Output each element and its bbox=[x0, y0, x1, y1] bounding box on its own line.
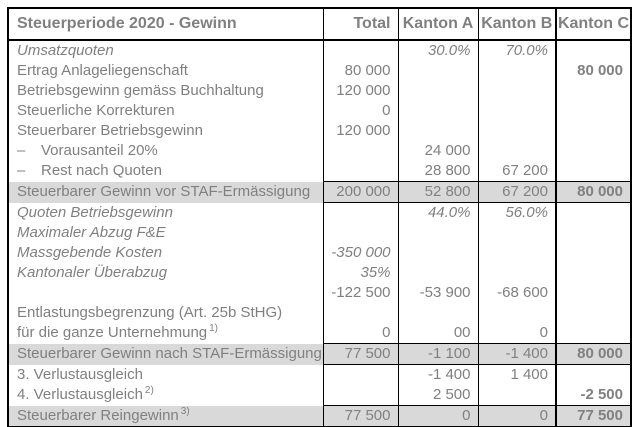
row-label bbox=[8, 365, 323, 386]
row-label bbox=[8, 40, 323, 61]
cell-total: 120 000 bbox=[323, 81, 398, 101]
row-label-text: Rest nach Quoten bbox=[41, 162, 162, 180]
header-col-kanton-a: Kanton A bbox=[398, 8, 478, 40]
dash-prefix: – bbox=[17, 162, 26, 180]
cell-total bbox=[323, 385, 398, 406]
cell-kanton-c bbox=[556, 81, 631, 101]
cell-kanton-a: -1 100 bbox=[398, 344, 478, 365]
cell-kanton-b bbox=[478, 121, 556, 141]
cell-kanton-a: 0 bbox=[398, 406, 478, 427]
table-row bbox=[8, 344, 631, 365]
dash-prefix: – bbox=[17, 142, 26, 159]
cell-kanton-b bbox=[478, 141, 556, 161]
tax-profit-table bbox=[7, 7, 632, 427]
row-label-text: Steuerbarer Gewinn nach STAF-Ermässigung bbox=[17, 345, 322, 362]
row-label-text: Umsatzquoten bbox=[17, 42, 114, 59]
cell-total bbox=[323, 161, 398, 182]
row-label-text: Steuerbarer Reingewinn bbox=[17, 406, 179, 424]
cell-total bbox=[323, 365, 398, 386]
row-label-text: Ertrag Anlageliegenschaft bbox=[17, 62, 188, 79]
cell-kanton-c bbox=[556, 101, 631, 121]
cell-kanton-c bbox=[556, 161, 631, 182]
cell-kanton-a bbox=[398, 61, 478, 81]
header-title: Steuerperiode 2020 - Gewinn bbox=[8, 8, 323, 40]
cell-kanton-c: 80 000 bbox=[577, 62, 623, 79]
table-row bbox=[8, 101, 631, 121]
cell-kanton-a bbox=[398, 101, 478, 121]
row-label bbox=[8, 161, 323, 182]
header-row bbox=[8, 8, 631, 40]
cell-kanton-c bbox=[556, 303, 631, 323]
row-label bbox=[8, 243, 323, 263]
table-body bbox=[8, 40, 631, 427]
cell-kanton-c bbox=[556, 40, 631, 61]
cell-kanton-b: -68 600 bbox=[478, 283, 556, 303]
cell-total: 77 500 bbox=[323, 406, 398, 427]
row-label-text: Maximaler Abzug F&E bbox=[17, 224, 166, 241]
cell-total bbox=[323, 303, 398, 323]
cell-kanton-b: 67 200 bbox=[478, 161, 556, 182]
cell-kanton-b: 1 400 bbox=[478, 365, 556, 386]
header-col-kanton-c: Kanton C bbox=[556, 8, 631, 40]
cell-kanton-a bbox=[398, 223, 478, 243]
cell-total: 200 000 bbox=[323, 182, 398, 203]
row-label-text: für die ganze Unternehmung bbox=[17, 324, 208, 342]
cell-kanton-b bbox=[478, 223, 556, 243]
table-row bbox=[8, 223, 631, 243]
table-row bbox=[8, 406, 631, 427]
row-label bbox=[8, 283, 323, 303]
cell-kanton-c: 77 500 bbox=[556, 406, 631, 427]
cell-kanton-b bbox=[478, 81, 556, 101]
cell-total: 80 000 bbox=[323, 61, 398, 81]
cell-kanton-c: -2 500 bbox=[580, 386, 623, 403]
cell-total bbox=[323, 141, 398, 161]
cell-kanton-a: 30.0% bbox=[398, 40, 478, 61]
cell-kanton-a: 00 bbox=[398, 323, 478, 344]
row-label-text: Quoten Betriebsgewinn bbox=[17, 203, 173, 221]
cell-kanton-a bbox=[398, 243, 478, 263]
cell-kanton-a bbox=[398, 121, 478, 141]
row-label-text: Steuerliche Korrekturen bbox=[17, 102, 175, 119]
cell-total: -122 500 bbox=[323, 283, 398, 303]
row-label-text: Massgebende Kosten bbox=[17, 244, 163, 261]
table-row bbox=[8, 61, 631, 81]
row-label bbox=[8, 323, 323, 344]
cell-kanton-c bbox=[556, 263, 631, 283]
cell-kanton-b bbox=[478, 243, 556, 263]
cell-total: 120 000 bbox=[323, 121, 398, 141]
cell-kanton-b bbox=[478, 101, 556, 121]
cell-kanton-a bbox=[398, 263, 478, 283]
row-label bbox=[8, 406, 323, 427]
cell-kanton-b bbox=[478, 61, 556, 81]
footnote-marker: 2) bbox=[144, 385, 154, 397]
cell-kanton-a: 24 000 bbox=[398, 141, 478, 161]
row-label-text: Kantonaler Überabzug bbox=[17, 264, 168, 281]
cell-kanton-c: 80 000 bbox=[556, 344, 631, 365]
row-label bbox=[8, 121, 323, 141]
cell-kanton-c: 80 000 bbox=[556, 182, 631, 203]
cell-total: 0 bbox=[323, 101, 398, 121]
cell-kanton-b bbox=[478, 385, 556, 406]
cell-total: 77 500 bbox=[323, 344, 398, 365]
cell-kanton-c bbox=[556, 243, 631, 263]
cell-kanton-b: 70.0% bbox=[478, 40, 556, 61]
row-label bbox=[8, 182, 323, 203]
row-label-text: Entlastungsbegrenzung (Art. 25b StHG) bbox=[17, 304, 283, 321]
row-label bbox=[8, 223, 323, 243]
table-row bbox=[8, 203, 631, 224]
cell-kanton-b: 0 bbox=[478, 323, 556, 344]
row-label-text: 4. Verlustausgleich bbox=[17, 386, 143, 404]
cell-total bbox=[323, 203, 398, 224]
cell-kanton-b: 56.0% bbox=[478, 203, 556, 224]
row-label bbox=[8, 81, 323, 101]
cell-kanton-b: 0 bbox=[478, 406, 556, 427]
row-label-text: Betriebsgewinn gemäss Buchhaltung bbox=[17, 82, 264, 99]
row-label-text: Steuerbarer Betriebsgewinn bbox=[17, 122, 203, 139]
cell-kanton-c bbox=[556, 283, 631, 303]
cell-kanton-b: 67 200 bbox=[478, 182, 556, 203]
row-label-text: Vorausanteil 20% bbox=[41, 142, 158, 159]
table-row bbox=[8, 161, 631, 182]
cell-kanton-b bbox=[478, 303, 556, 323]
table-row bbox=[8, 303, 631, 323]
table-row bbox=[8, 263, 631, 283]
cell-kanton-c bbox=[556, 365, 631, 386]
table-row bbox=[8, 141, 631, 161]
table-row bbox=[8, 385, 631, 406]
row-label bbox=[8, 385, 323, 406]
row-label bbox=[8, 344, 323, 365]
cell-kanton-a: 2 500 bbox=[398, 385, 478, 406]
row-label bbox=[8, 141, 323, 161]
table-row bbox=[8, 121, 631, 141]
table-row bbox=[8, 283, 631, 303]
cell-kanton-a: -1 400 bbox=[398, 365, 478, 386]
cell-kanton-a: -53 900 bbox=[398, 283, 478, 303]
cell-kanton-c bbox=[556, 121, 631, 141]
cell-kanton-c bbox=[556, 223, 631, 243]
cell-total: -350 000 bbox=[323, 243, 398, 263]
row-label bbox=[8, 203, 323, 224]
cell-total: 35% bbox=[323, 263, 398, 283]
row-label bbox=[8, 303, 323, 323]
row-label-text: Steuerbarer Gewinn vor STAF-Ermässigung bbox=[17, 183, 311, 200]
footnote-marker: 1) bbox=[209, 323, 219, 335]
header-col-kanton-b: Kanton B bbox=[478, 8, 556, 40]
row-label-text: 3. Verlustausgleich bbox=[17, 365, 143, 383]
row-label bbox=[8, 101, 323, 121]
header-col-total: Total bbox=[323, 8, 398, 40]
row-label bbox=[8, 61, 323, 81]
cell-kanton-c bbox=[556, 141, 631, 161]
cell-total bbox=[323, 223, 398, 243]
footnote-marker: 3) bbox=[180, 405, 190, 417]
table-row bbox=[8, 182, 631, 203]
cell-total bbox=[323, 40, 398, 61]
cell-kanton-a bbox=[398, 81, 478, 101]
cell-kanton-c bbox=[556, 203, 631, 224]
cell-kanton-a: 28 800 bbox=[398, 161, 478, 182]
cell-kanton-a bbox=[398, 303, 478, 323]
cell-kanton-b bbox=[478, 263, 556, 283]
table-row bbox=[8, 243, 631, 263]
table-row bbox=[8, 365, 631, 386]
cell-total: 0 bbox=[323, 323, 398, 344]
cell-kanton-a: 52 800 bbox=[398, 182, 478, 203]
table-row bbox=[8, 40, 631, 61]
table-header bbox=[8, 8, 631, 40]
cell-kanton-c bbox=[556, 323, 631, 344]
cell-kanton-b: -1 400 bbox=[478, 344, 556, 365]
table-row bbox=[8, 323, 631, 344]
table-row bbox=[8, 81, 631, 101]
row-label bbox=[8, 263, 323, 283]
cell-kanton-a: 44.0% bbox=[398, 203, 478, 224]
